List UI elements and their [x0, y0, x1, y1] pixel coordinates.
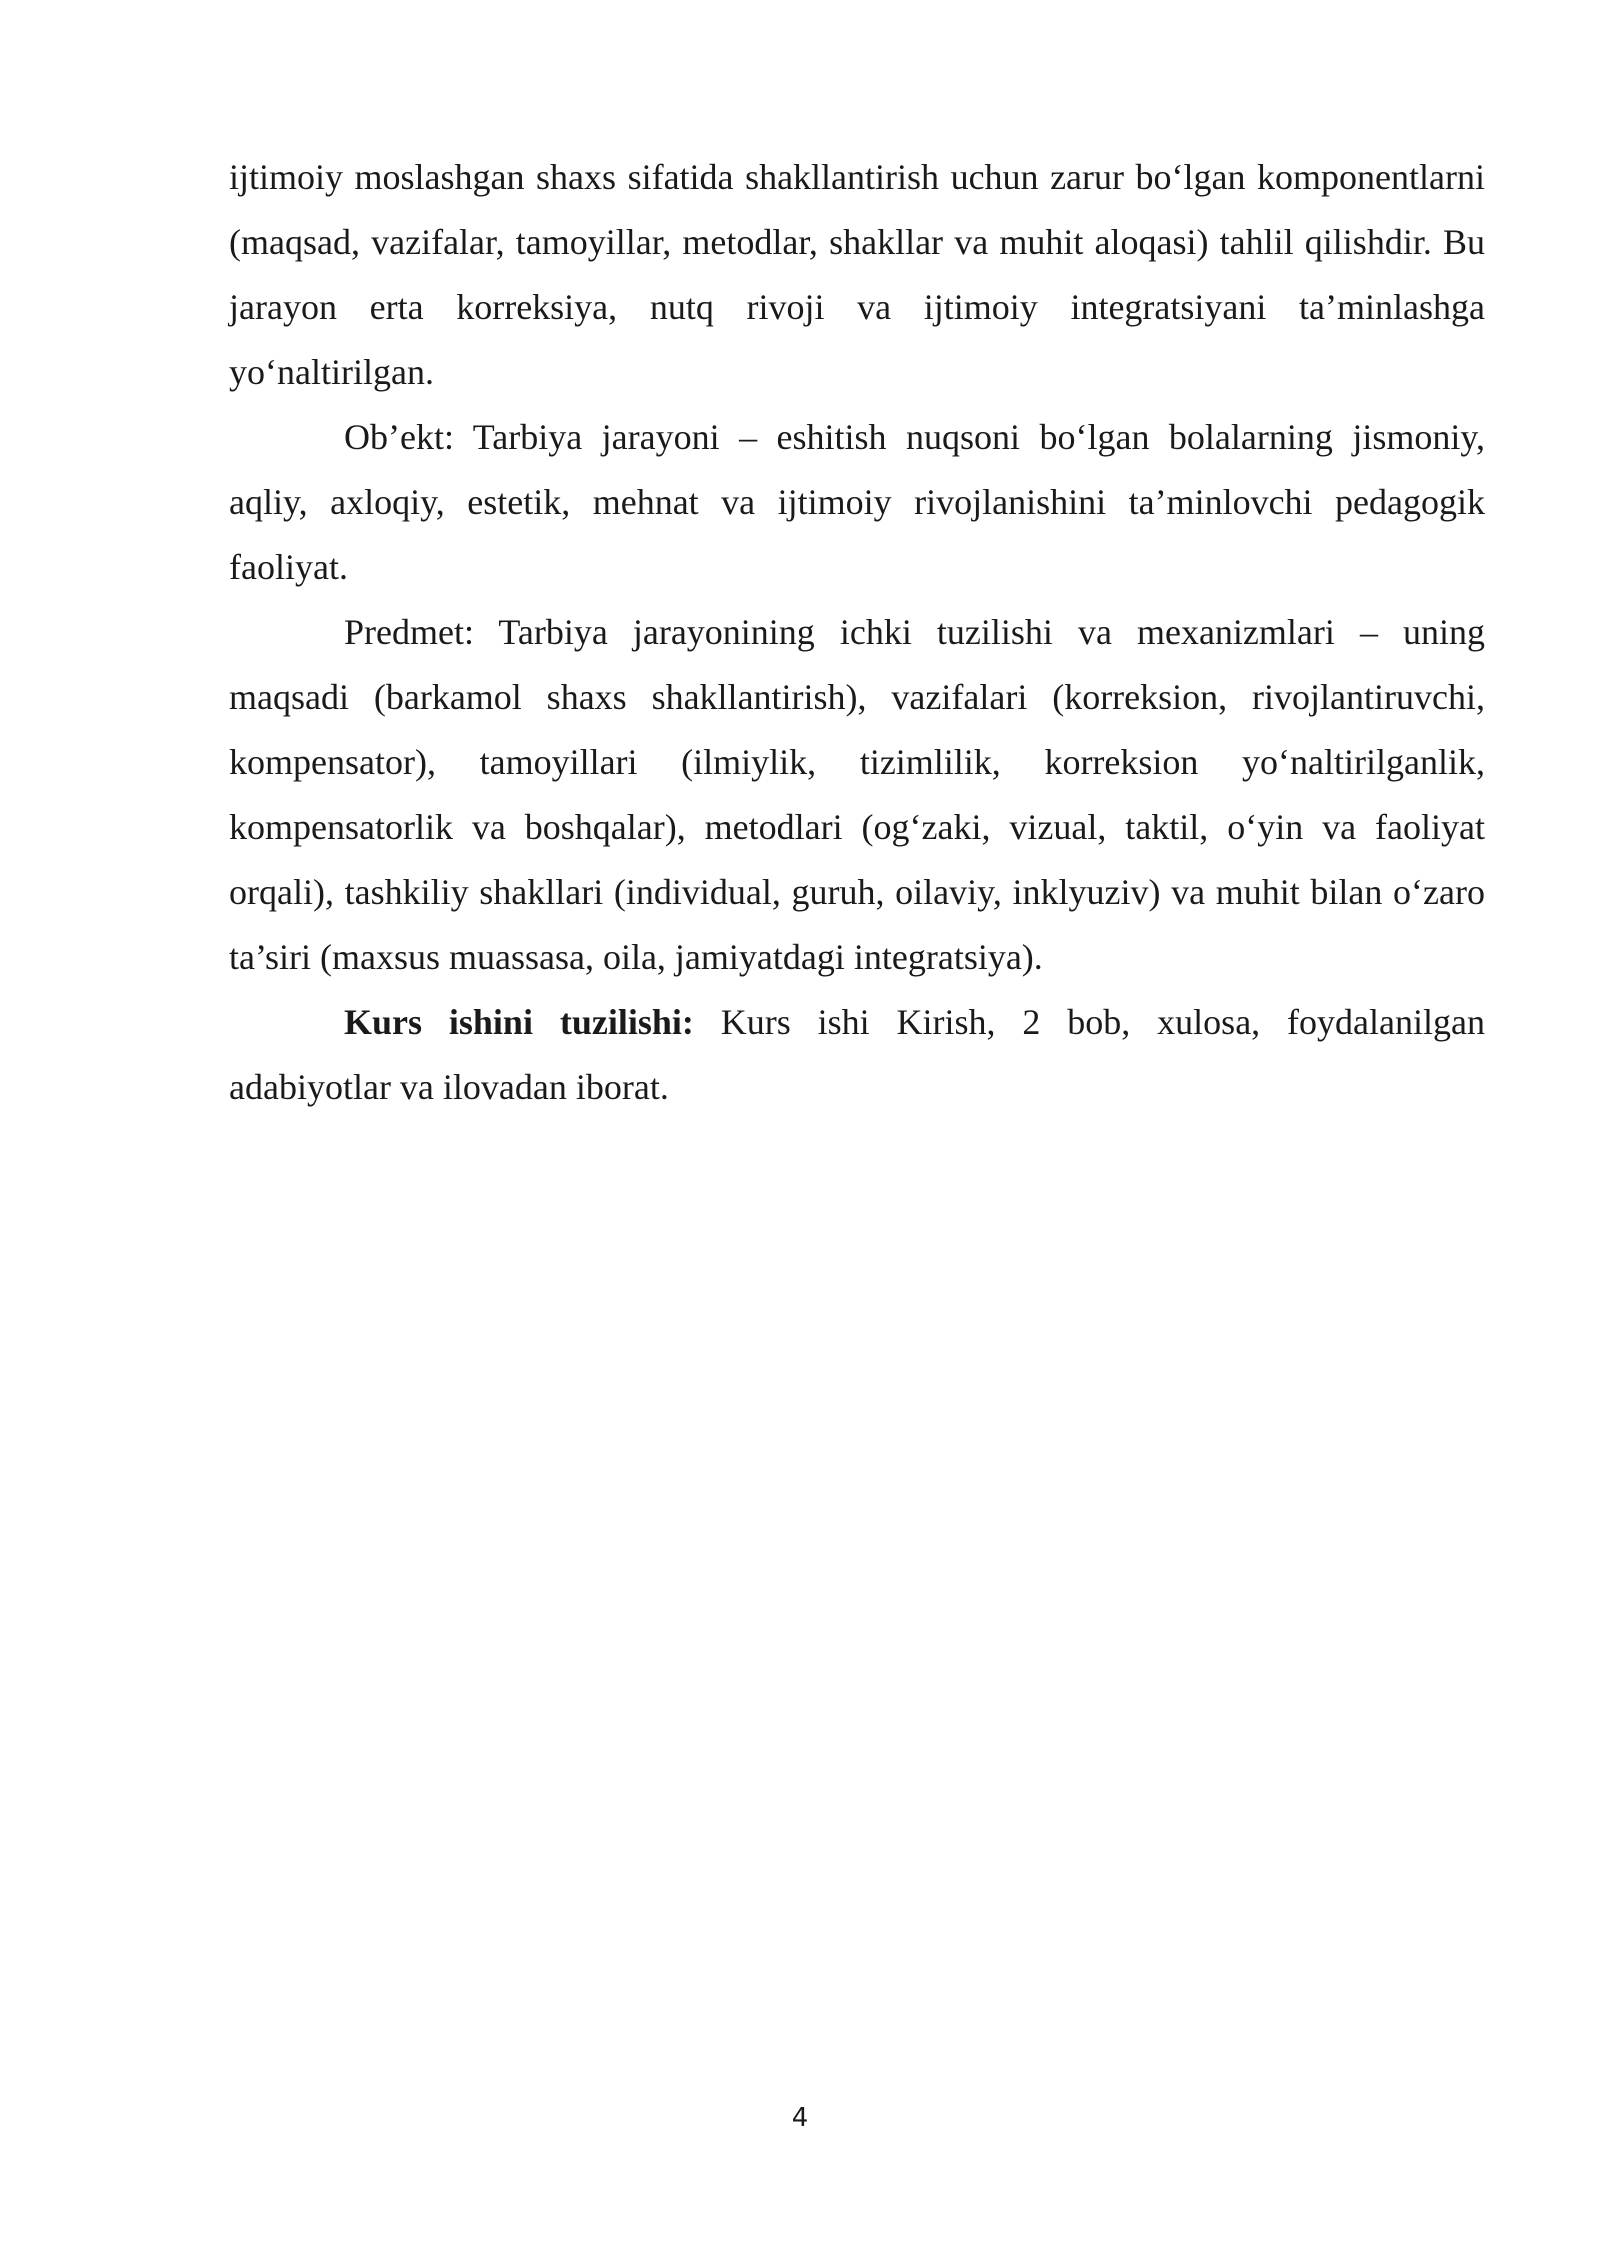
body-text: [229, 145, 1485, 1120]
paragraph-structure: [229, 990, 1485, 1120]
structure-heading: Kurs ishini tuzilishi:: [344, 1002, 694, 1042]
paragraph-object: Ob’ekt: Tarbiya jarayoni – eshitish nuqsoni bo‘lgan bolalarning jismoniy, aqliy, axloqiy, estetik, mehnat va ijtimoiy rivojlanishini ta’minlovchi pedagogik faoliyat.: [229, 417, 1485, 587]
paragraph-continuation: ijtimoiy moslashgan shaxs sifatida shakllantirish uchun zarur bo‘lgan komponentlarni (maqsad, vazifalar, tamoyillar, metodlar, shakllar va muhit aloqasi) tahlil qilishdir. Bu jarayon erta korreksiya, nutq rivoji va ijtimoiy integratsiyani ta’minlashga yo‘naltirilgan.: [229, 157, 1485, 392]
page-number: 4: [791, 2103, 809, 2133]
paragraph-subject: Predmet: Tarbiya jarayonining ichki tuzilishi va mexanizmlari – uning maqsadi (barkamol shaxs shakllantirish), vazifalari (korreksion, rivojlantiruvchi, kompensator), tamoyillari (ilmiylik, tizimlilik, korreksion yo‘naltirilganlik, kompensatorlik va boshqalar), metodlari (og‘zaki, vizual, taktil, o‘yin va faoliyat orqali), tashkiliy shakllari (individual, guruh, oilaviy, inklyuziv) va muhit bilan o‘zaro ta’siri (maxsus muassasa, oila, jamiyatdagi integratsiya).: [229, 612, 1485, 977]
structure-text: Kurs ishi Kirish, 2 bob, xulosa, foydalanilgan adabiyotlar va ilovadan iborat.: [229, 1002, 1485, 1107]
